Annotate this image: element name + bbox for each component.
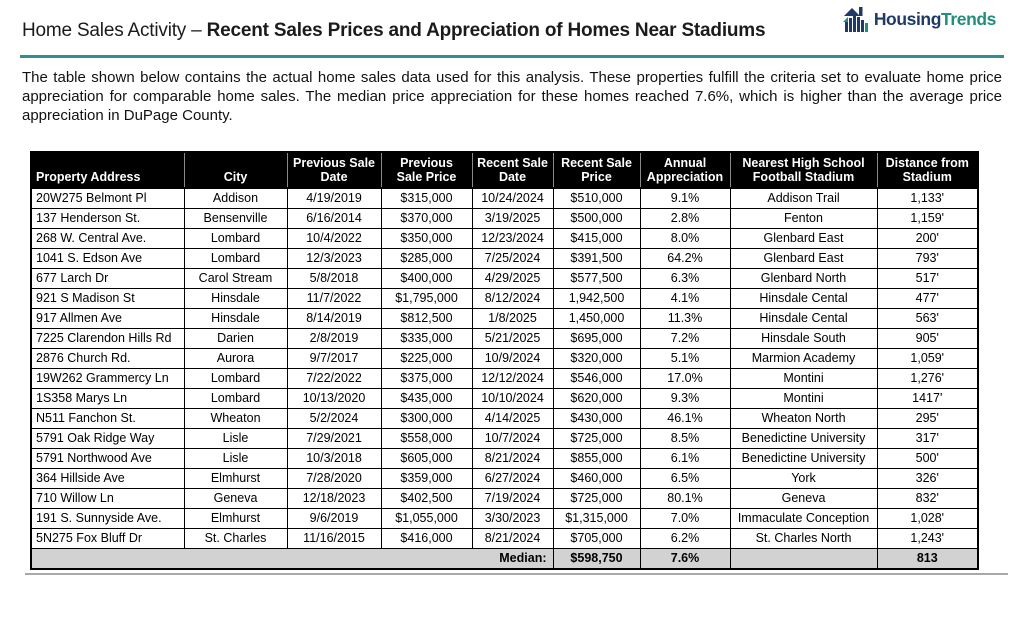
table-cell: 921 S Madison St <box>31 289 184 309</box>
table-cell: 710 Willow Ln <box>31 489 184 509</box>
table-cell: $558,000 <box>381 429 472 449</box>
table-cell: 8.0% <box>640 229 730 249</box>
table-cell: 1,276' <box>877 369 978 389</box>
table-cell: 5N275 Fox Bluff Dr <box>31 529 184 549</box>
table-cell: 2.8% <box>640 209 730 229</box>
table-cell: 8/21/2024 <box>472 449 553 469</box>
table-cell: Fenton <box>730 209 877 229</box>
table-cell: 11/7/2022 <box>287 289 381 309</box>
table-cell: 1,028' <box>877 509 978 529</box>
table-cell: 500' <box>877 449 978 469</box>
table-cell: 1,133' <box>877 188 978 209</box>
table-cell: $695,000 <box>553 329 640 349</box>
table-cell: $620,000 <box>553 389 640 409</box>
table-cell: 5791 Oak Ridge Way <box>31 429 184 449</box>
table-cell: 80.1% <box>640 489 730 509</box>
table-cell: 5/8/2018 <box>287 269 381 289</box>
table-cell: 326' <box>877 469 978 489</box>
table-cell: 8/21/2024 <box>472 529 553 549</box>
table-cell: Elmhurst <box>184 469 287 489</box>
column-header: Property Address <box>31 152 184 188</box>
table-cell: $435,000 <box>381 389 472 409</box>
table-row <box>31 289 978 309</box>
table-cell: 10/4/2022 <box>287 229 381 249</box>
table-row <box>31 209 978 229</box>
table-cell: Lisle <box>184 429 287 449</box>
table-cell: 7.2% <box>640 329 730 349</box>
table-row <box>31 369 978 389</box>
table-cell: $375,000 <box>381 369 472 389</box>
table-cell: Bensenville <box>184 209 287 229</box>
table-cell: Lombard <box>184 229 287 249</box>
table-cell: Addison Trail <box>730 188 877 209</box>
table-cell: 364 Hillside Ave <box>31 469 184 489</box>
table-cell: 8/12/2024 <box>472 289 553 309</box>
table-cell: 793' <box>877 249 978 269</box>
table-row <box>31 449 978 469</box>
table-cell: $370,000 <box>381 209 472 229</box>
table-cell: Aurora <box>184 349 287 369</box>
table-row <box>31 529 978 549</box>
table-cell: 268 W. Central Ave. <box>31 229 184 249</box>
table-cell: 10/9/2024 <box>472 349 553 369</box>
table-cell: Lombard <box>184 249 287 269</box>
page-header <box>22 8 1002 46</box>
table-cell: Hinsdale <box>184 309 287 329</box>
table-row <box>31 329 978 349</box>
table-cell: 20W275 Belmont Pl <box>31 188 184 209</box>
column-header: City <box>184 152 287 188</box>
table-cell: 191 S. Sunnyside Ave. <box>31 509 184 529</box>
table-cell: 11/16/2015 <box>287 529 381 549</box>
table-cell: $577,500 <box>553 269 640 289</box>
table-cell: 11.3% <box>640 309 730 329</box>
table-cell: 1041 S. Edson Ave <box>31 249 184 269</box>
table-cell: $812,500 <box>381 309 472 329</box>
table-cell: Marmion Academy <box>730 349 877 369</box>
table-row <box>31 269 978 289</box>
table-cell: N511 Fanchon St. <box>31 409 184 429</box>
table-cell: 832' <box>877 489 978 509</box>
table-cell: 5/21/2025 <box>472 329 553 349</box>
table-cell: 6.2% <box>640 529 730 549</box>
table-cell: 5.1% <box>640 349 730 369</box>
table-row <box>31 489 978 509</box>
table-cell: 8.5% <box>640 429 730 449</box>
table-row <box>31 469 978 489</box>
table-cell: Glenbard East <box>730 249 877 269</box>
table-cell: York <box>730 469 877 489</box>
table-cell: 12/12/2024 <box>472 369 553 389</box>
table-cell: St. Charles <box>184 529 287 549</box>
table-cell: 7/29/2021 <box>287 429 381 449</box>
table-cell: 2876 Church Rd. <box>31 349 184 369</box>
sales-table <box>30 151 979 570</box>
housing-trends-skyline-house-icon <box>843 5 873 33</box>
median-recent-sale-price-cell: $598,750 <box>553 549 640 570</box>
column-header: Annual Appreciation <box>640 152 730 188</box>
table-cell: 1,942,500 <box>553 289 640 309</box>
table-cell: 7/28/2020 <box>287 469 381 489</box>
table-cell: $605,000 <box>381 449 472 469</box>
table-cell: 3/30/2023 <box>472 509 553 529</box>
table-row <box>31 429 978 449</box>
column-header: Previous Sale Price <box>381 152 472 188</box>
table-cell: Darien <box>184 329 287 349</box>
table-cell: $225,000 <box>381 349 472 369</box>
table-cell: 19W262 Grammercy Ln <box>31 369 184 389</box>
table-cell: 46.1% <box>640 409 730 429</box>
table-cell: 6.5% <box>640 469 730 489</box>
table-cell: $400,000 <box>381 269 472 289</box>
table-cell: Glenbard North <box>730 269 877 289</box>
logo-text <box>874 9 996 30</box>
logo-text-housing: Housing <box>873 8 942 29</box>
table-cell: Wheaton <box>184 409 287 429</box>
table-cell: Hinsdale Cental <box>730 289 877 309</box>
table-row <box>31 409 978 429</box>
table-cell: Hinsdale South <box>730 329 877 349</box>
table-cell: 6.1% <box>640 449 730 469</box>
table-cell: Lisle <box>184 449 287 469</box>
median-row <box>31 549 978 570</box>
table-cell: Hinsdale Cental <box>730 309 877 329</box>
table-cell: $300,000 <box>381 409 472 429</box>
table-cell: 1S358 Marys Ln <box>31 389 184 409</box>
table-cell: 9.3% <box>640 389 730 409</box>
header-divider-rule <box>20 55 1004 58</box>
table-cell: Benedictine University <box>730 449 877 469</box>
table-cell: $350,000 <box>381 229 472 249</box>
table-cell: Geneva <box>184 489 287 509</box>
table-cell: Elmhurst <box>184 509 287 529</box>
table-cell: 477' <box>877 289 978 309</box>
table-cell: $510,000 <box>553 188 640 209</box>
table-cell: 7.0% <box>640 509 730 529</box>
table-cell: 7/19/2024 <box>472 489 553 509</box>
table-cell: Lombard <box>184 389 287 409</box>
table-cell: 7/22/2022 <box>287 369 381 389</box>
table-cell: $725,000 <box>553 489 640 509</box>
table-cell: 1,243' <box>877 529 978 549</box>
table-cell: 1,159' <box>877 209 978 229</box>
table-cell: 6.3% <box>640 269 730 289</box>
table-cell: Addison <box>184 188 287 209</box>
table-row <box>31 389 978 409</box>
table-cell: 4/19/2019 <box>287 188 381 209</box>
table-row <box>31 349 978 369</box>
table-cell: 3/19/2025 <box>472 209 553 229</box>
table-cell: $460,000 <box>553 469 640 489</box>
table-cell: $1,795,000 <box>381 289 472 309</box>
column-header: Distance from Stadium <box>877 152 978 188</box>
column-header: Recent Sale Price <box>553 152 640 188</box>
table-cell: 12/23/2024 <box>472 229 553 249</box>
table-cell: 10/7/2024 <box>472 429 553 449</box>
table-cell: 9.1% <box>640 188 730 209</box>
column-header: Previous Sale Date <box>287 152 381 188</box>
table-cell: Hinsdale <box>184 289 287 309</box>
table-cell: 12/18/2023 <box>287 489 381 509</box>
column-header: Recent Sale Date <box>472 152 553 188</box>
table-cell: Benedictine University <box>730 429 877 449</box>
page-title-prefix: Home Sales Activity – <box>22 20 207 41</box>
median-annual-appreciation-cell: 7.6% <box>640 549 730 570</box>
table-cell: 137 Henderson St. <box>31 209 184 229</box>
median-label-cell: Median: <box>31 549 553 570</box>
table-cell: 10/10/2024 <box>472 389 553 409</box>
median-distance-cell: 813 <box>877 549 978 570</box>
table-cell: 6/16/2014 <box>287 209 381 229</box>
table-cell: 200' <box>877 229 978 249</box>
table-row <box>31 229 978 249</box>
table-cell: $335,000 <box>381 329 472 349</box>
column-header: Nearest High School Football Stadium <box>730 152 877 188</box>
table-cell: 677 Larch Dr <box>31 269 184 289</box>
table-cell: 5/2/2024 <box>287 409 381 429</box>
table-cell: 9/7/2017 <box>287 349 381 369</box>
intro-paragraph: The table shown below contains the actual home sales data used for this analysis. These properties fulfill the criteria set to evaluate home price appreciation for comparable home sales. The median price appreciation for these homes reached 7.6%, which is higher than the average price appreciation in DuPage County. <box>22 69 1002 124</box>
table-cell: $415,000 <box>553 229 640 249</box>
table-cell: 1417' <box>877 389 978 409</box>
table-cell: Glenbard East <box>730 229 877 249</box>
table-cell: St. Charles North <box>730 529 877 549</box>
table-cell: 10/24/2024 <box>472 188 553 209</box>
table-cell: 64.2% <box>640 249 730 269</box>
median-stadium-cell <box>730 549 877 570</box>
table-cell: 1,059' <box>877 349 978 369</box>
table-cell: 17.0% <box>640 369 730 389</box>
table-row <box>31 188 978 209</box>
table-cell: 317' <box>877 429 978 449</box>
table-cell: 1,450,000 <box>553 309 640 329</box>
table-cell: 10/13/2020 <box>287 389 381 409</box>
table-cell: $320,000 <box>553 349 640 369</box>
table-cell: 517' <box>877 269 978 289</box>
table-cell: Wheaton North <box>730 409 877 429</box>
table-cell: $500,000 <box>553 209 640 229</box>
table-cell: 295' <box>877 409 978 429</box>
table-cell: Carol Stream <box>184 269 287 289</box>
table-cell: $725,000 <box>553 429 640 449</box>
table-cell: 12/3/2023 <box>287 249 381 269</box>
table-cell: 7/25/2024 <box>472 249 553 269</box>
table-row <box>31 249 978 269</box>
table-header-row <box>31 152 978 188</box>
table-cell: 2/8/2019 <box>287 329 381 349</box>
table-cell: 5791 Northwood Ave <box>31 449 184 469</box>
table-cell: 7225 Clarendon Hills Rd <box>31 329 184 349</box>
table-cell: $1,055,000 <box>381 509 472 529</box>
table-cell: $1,315,000 <box>553 509 640 529</box>
table-cell: 8/14/2019 <box>287 309 381 329</box>
table-cell: 10/3/2018 <box>287 449 381 469</box>
table-cell: 4/29/2025 <box>472 269 553 289</box>
table-cell: 9/6/2019 <box>287 509 381 529</box>
table-cell: Immaculate Conception <box>730 509 877 529</box>
table-cell: Montini <box>730 389 877 409</box>
table-cell: $402,500 <box>381 489 472 509</box>
table-cell: $391,500 <box>553 249 640 269</box>
table-cell: $285,000 <box>381 249 472 269</box>
table-cell: 6/27/2024 <box>472 469 553 489</box>
table-cell: $705,000 <box>553 529 640 549</box>
table-cell: Lombard <box>184 369 287 389</box>
table-cell: 4/14/2025 <box>472 409 553 429</box>
table-cell: $359,000 <box>381 469 472 489</box>
table-cell: 1/8/2025 <box>472 309 553 329</box>
table-cell: $430,000 <box>553 409 640 429</box>
table-cell: $315,000 <box>381 188 472 209</box>
page-title-emphasis: Recent Sales Prices and Appreciation of Homes Near Stadiums <box>206 20 766 41</box>
table-cell: $546,000 <box>553 369 640 389</box>
table-row <box>31 509 978 529</box>
table-cell: $855,000 <box>553 449 640 469</box>
table-cell: $416,000 <box>381 529 472 549</box>
housing-trends-logo <box>843 5 996 33</box>
logo-text-trends: Trends <box>941 8 996 29</box>
table-cell: Geneva <box>730 489 877 509</box>
table-cell: 563' <box>877 309 978 329</box>
table-bottom-rule <box>25 573 1008 575</box>
table-cell: 917 Allmen Ave <box>31 309 184 329</box>
table-cell: Montini <box>730 369 877 389</box>
table-cell: 4.1% <box>640 289 730 309</box>
table-row <box>31 309 978 329</box>
table-cell: 905' <box>877 329 978 349</box>
